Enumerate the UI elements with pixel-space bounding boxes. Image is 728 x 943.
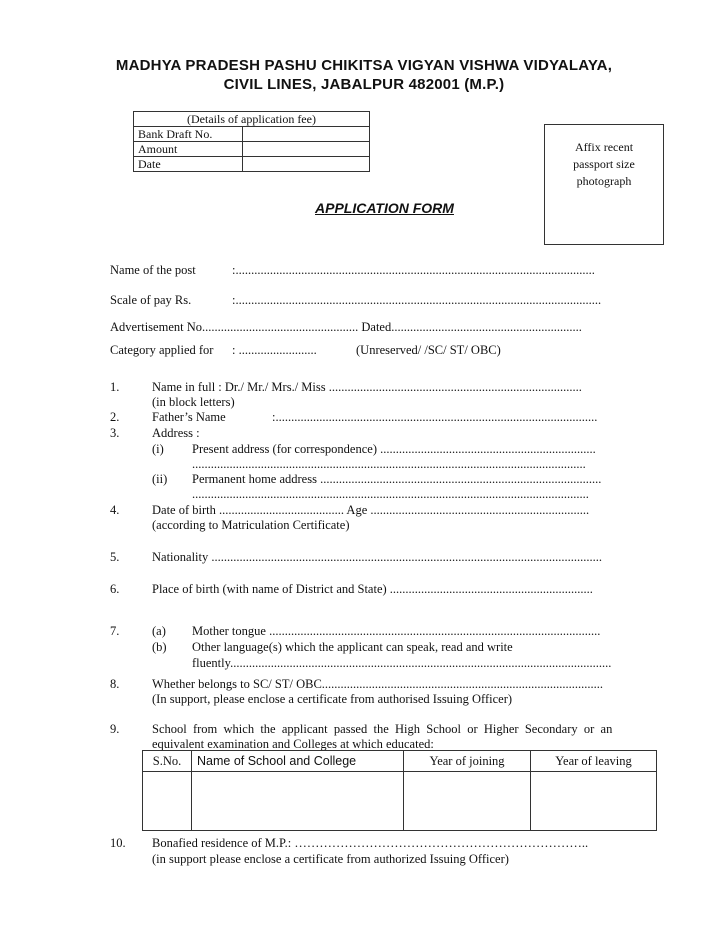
post-label: Name of the post: [110, 263, 196, 277]
present-address-field-cont[interactable]: ..............................................................................................................................: [192, 457, 586, 471]
nationality-field[interactable]: Nationality .............................................................................................................................: [152, 550, 602, 564]
category-options: (Unreserved/ /SC/ ST/ OBC): [356, 343, 501, 357]
education-label: School from which the applicant passed the High School or Higher Secondary or an: [152, 722, 613, 736]
mother-tongue-field[interactable]: Mother tongue ..........................................................................................................: [192, 624, 601, 638]
col-header-joining: Year of joining: [404, 751, 531, 772]
fee-row-label: Date: [134, 157, 243, 172]
sub-number: (b): [152, 640, 167, 654]
item-number: 1.: [110, 380, 120, 394]
name-note: (in block letters): [152, 395, 235, 409]
university-address: CIVIL LINES, JABALPUR 482001 (M.P.): [223, 76, 505, 93]
father-name-label: Father’s Name: [152, 410, 226, 424]
item-number: 10.: [110, 836, 126, 850]
year-leaving-cell[interactable]: [531, 772, 657, 831]
fee-row-label: Bank Draft No.: [134, 127, 243, 142]
sub-number: (ii): [152, 472, 168, 486]
form-title: APPLICATION FORM: [315, 200, 454, 216]
permanent-address-field[interactable]: Permanent home address ..........................................................................................: [192, 472, 602, 486]
item-number: 8.: [110, 677, 120, 691]
item-number: 9.: [110, 722, 120, 736]
item-number: 4.: [110, 503, 120, 517]
item-number: 3.: [110, 426, 120, 440]
item-number: 5.: [110, 550, 120, 564]
school-name-cell[interactable]: [192, 772, 404, 831]
advertisement-field[interactable]: Advertisement No.................................................. Dated.............................................................: [110, 320, 582, 334]
university-name: MADHYA PRADESH PASHU CHIKITSA VIGYAN VISHWA VIDYALAYA,: [115, 57, 613, 74]
sno-cell[interactable]: [143, 772, 192, 831]
residence-note: (in support please enclose a certificate from authorized Issuing Officer): [152, 852, 509, 866]
other-languages-label: Other language(s) which the applicant can speak, read and write: [192, 640, 513, 654]
birthplace-field[interactable]: Place of birth (with name of District and State) .................................................................: [152, 582, 593, 596]
dob-age-field[interactable]: Date of birth ........................................ Age ......................................................................: [152, 503, 590, 517]
name-field[interactable]: Name in full : Dr./ Mr./ Mrs./ Miss .................................................................................: [152, 380, 582, 394]
photo-text-line: Affix recent: [574, 140, 634, 154]
item-number: 6.: [110, 582, 120, 596]
sub-number: (a): [152, 624, 166, 638]
col-header-leaving: Year of leaving: [531, 751, 657, 772]
education-label-cont: equivalent examination and Colleges at which educated:: [152, 737, 434, 751]
fee-table-caption: (Details of application fee): [134, 112, 370, 127]
amount-field[interactable]: [243, 142, 370, 157]
present-address-field[interactable]: Present address (for correspondence) .....................................................................: [192, 442, 596, 456]
caste-field[interactable]: Whether belongs to SC/ ST/ OBC..........................................................................................: [152, 677, 604, 691]
post-field[interactable]: :...................................................................................................................: [232, 263, 595, 277]
dob-note: (according to Matriculation Certificate): [152, 518, 350, 532]
category-label: Category applied for: [110, 343, 214, 357]
item-number: 2.: [110, 410, 120, 424]
permanent-address-field-cont[interactable]: ...............................................................................................................................: [192, 487, 589, 501]
pay-field[interactable]: :.....................................................................................................................: [232, 293, 602, 307]
date-field[interactable]: [243, 157, 370, 172]
photo-box[interactable]: [544, 124, 664, 245]
photo-text-line: passport size: [573, 157, 635, 171]
col-header-sno: S.No.: [143, 751, 192, 772]
item-number: 7.: [110, 624, 120, 638]
category-field[interactable]: : .........................: [232, 343, 317, 357]
school-table: [142, 750, 657, 831]
address-label: Address :: [152, 426, 200, 440]
photo-text-line: photograph: [576, 174, 632, 188]
other-languages-field[interactable]: fluently..........................................................................................................................: [192, 656, 612, 670]
bank-draft-no-field[interactable]: [243, 127, 370, 142]
year-joining-cell[interactable]: [404, 772, 531, 831]
caste-note: (In support, please enclose a certificate from authorised Issuing Officer): [152, 692, 513, 706]
residence-field[interactable]: Bonafied residence of M.P.: ……………………………………………………………..: [152, 836, 589, 850]
pay-label: Scale of pay Rs.: [110, 293, 192, 307]
sub-number: (i): [152, 442, 164, 456]
col-header-school: Name of School and College: [192, 751, 404, 772]
fee-details-table: [133, 111, 370, 172]
father-name-field[interactable]: :.......................................................................................................: [272, 410, 598, 424]
fee-row-label: Amount: [134, 142, 243, 157]
